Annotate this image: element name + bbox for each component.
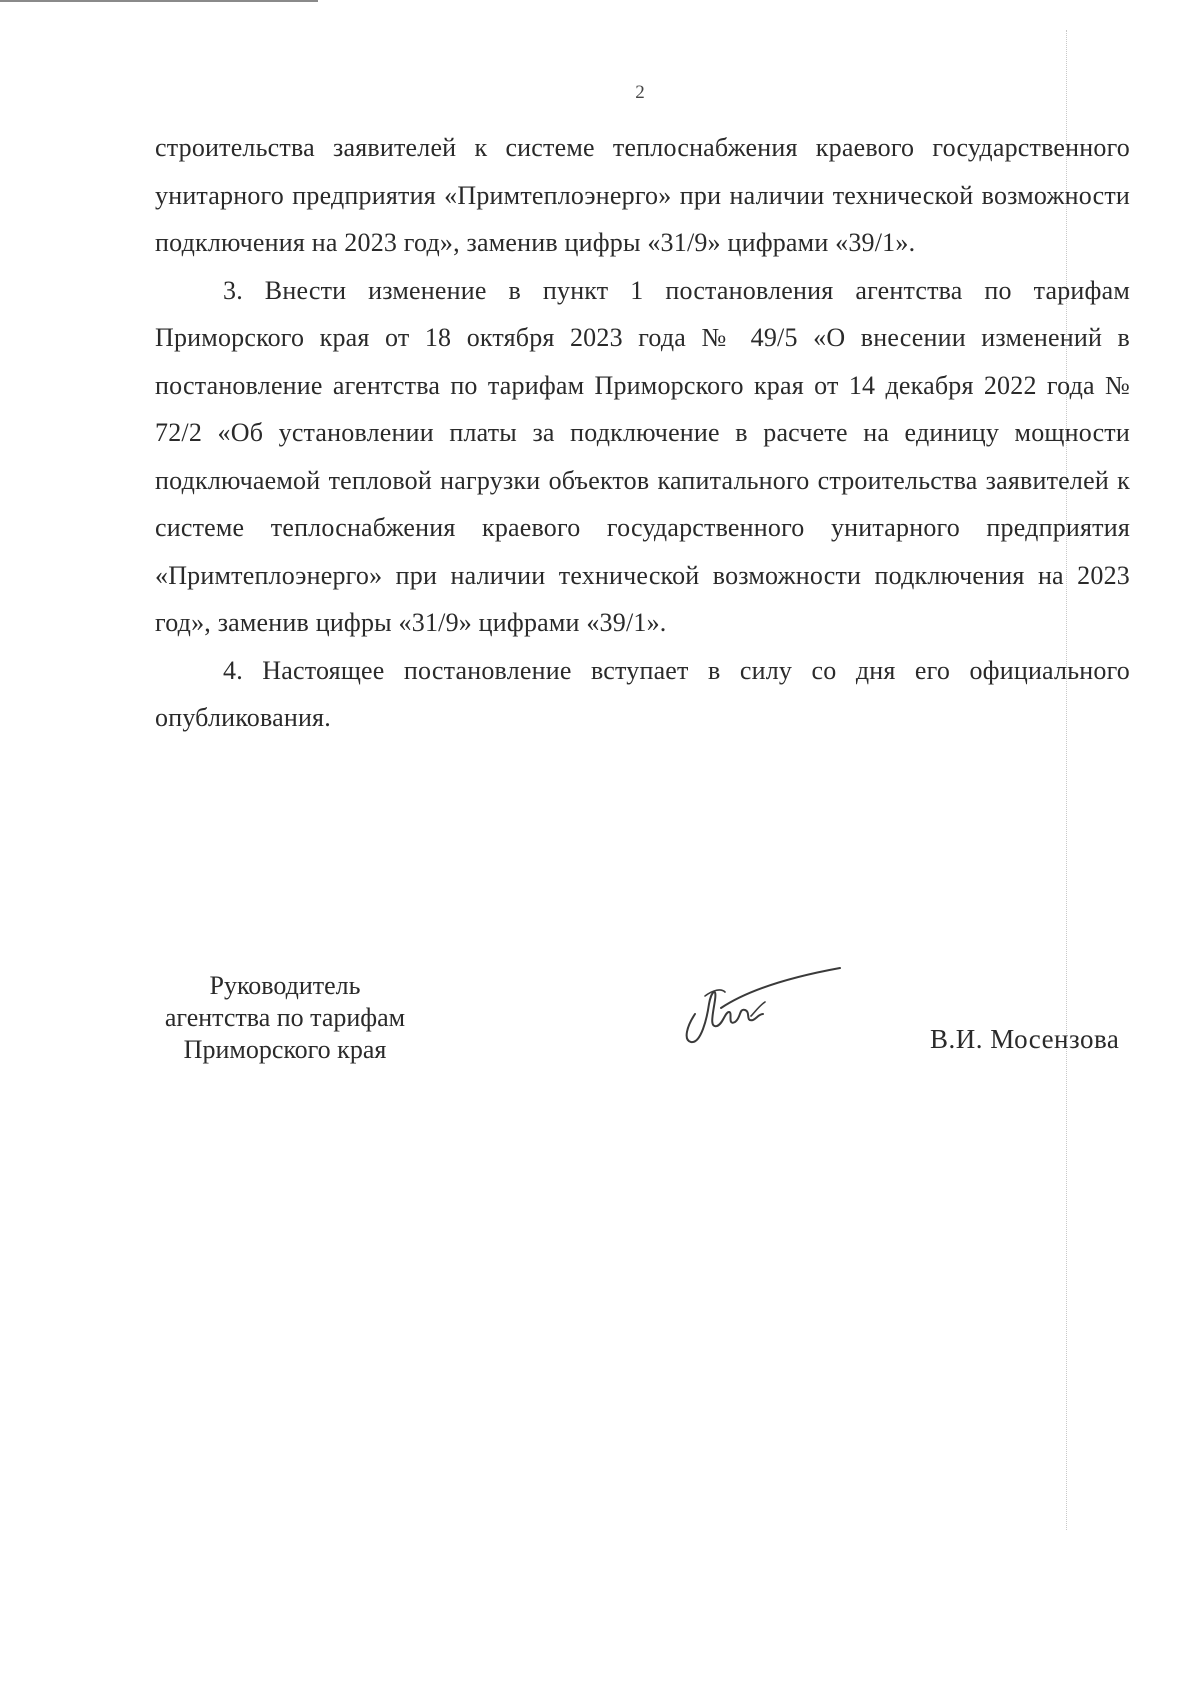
signature-block [0, 970, 1200, 1090]
position-line: Приморского края [183, 1035, 387, 1064]
paragraph-item-3: 3. Внести изменение в пункт 1 постановления агентства по тарифам Приморского края от 18 октября 2023 года № 49/5 «О внесении изменений в постановление агентства по тарифам Приморского края от 14 декабря 2022 года № 72/2 «Об установлении платы за подключение в расчете на единицу мощности подключаемой тепловой нагрузки объектов капитального строительства заявителей к системе теплоснабжения краевого государственного унитарного предприятия «Примтеплоэнерго» при наличии технической возможности подключения на 2023 год», заменив цифры «31/9» цифрами «39/1». [155, 275, 1130, 637]
position-line: агентства по тарифам [164, 1003, 406, 1032]
position-line: Руководитель [209, 971, 361, 1000]
paragraph-continuation: строительства заявителей к системе теплоснабжения краевого государственного унитарного предприятия «Примтеплоэнерго» при наличии технической возможности подключения на 2023 год», заменив цифры «31/9» цифрами «39/1». [155, 133, 1130, 257]
scan-artifact-line [0, 0, 318, 2]
signer-position [140, 970, 430, 1066]
page-number: 2 [635, 82, 645, 103]
document-body [155, 124, 1130, 742]
paragraph-item-4: 4. Настоящее постановление вступает в силу со дня его официального опубликования. [155, 655, 1130, 732]
handwritten-signature [665, 956, 845, 1056]
signer-name: В.И. Мосензова [930, 1024, 1120, 1054]
